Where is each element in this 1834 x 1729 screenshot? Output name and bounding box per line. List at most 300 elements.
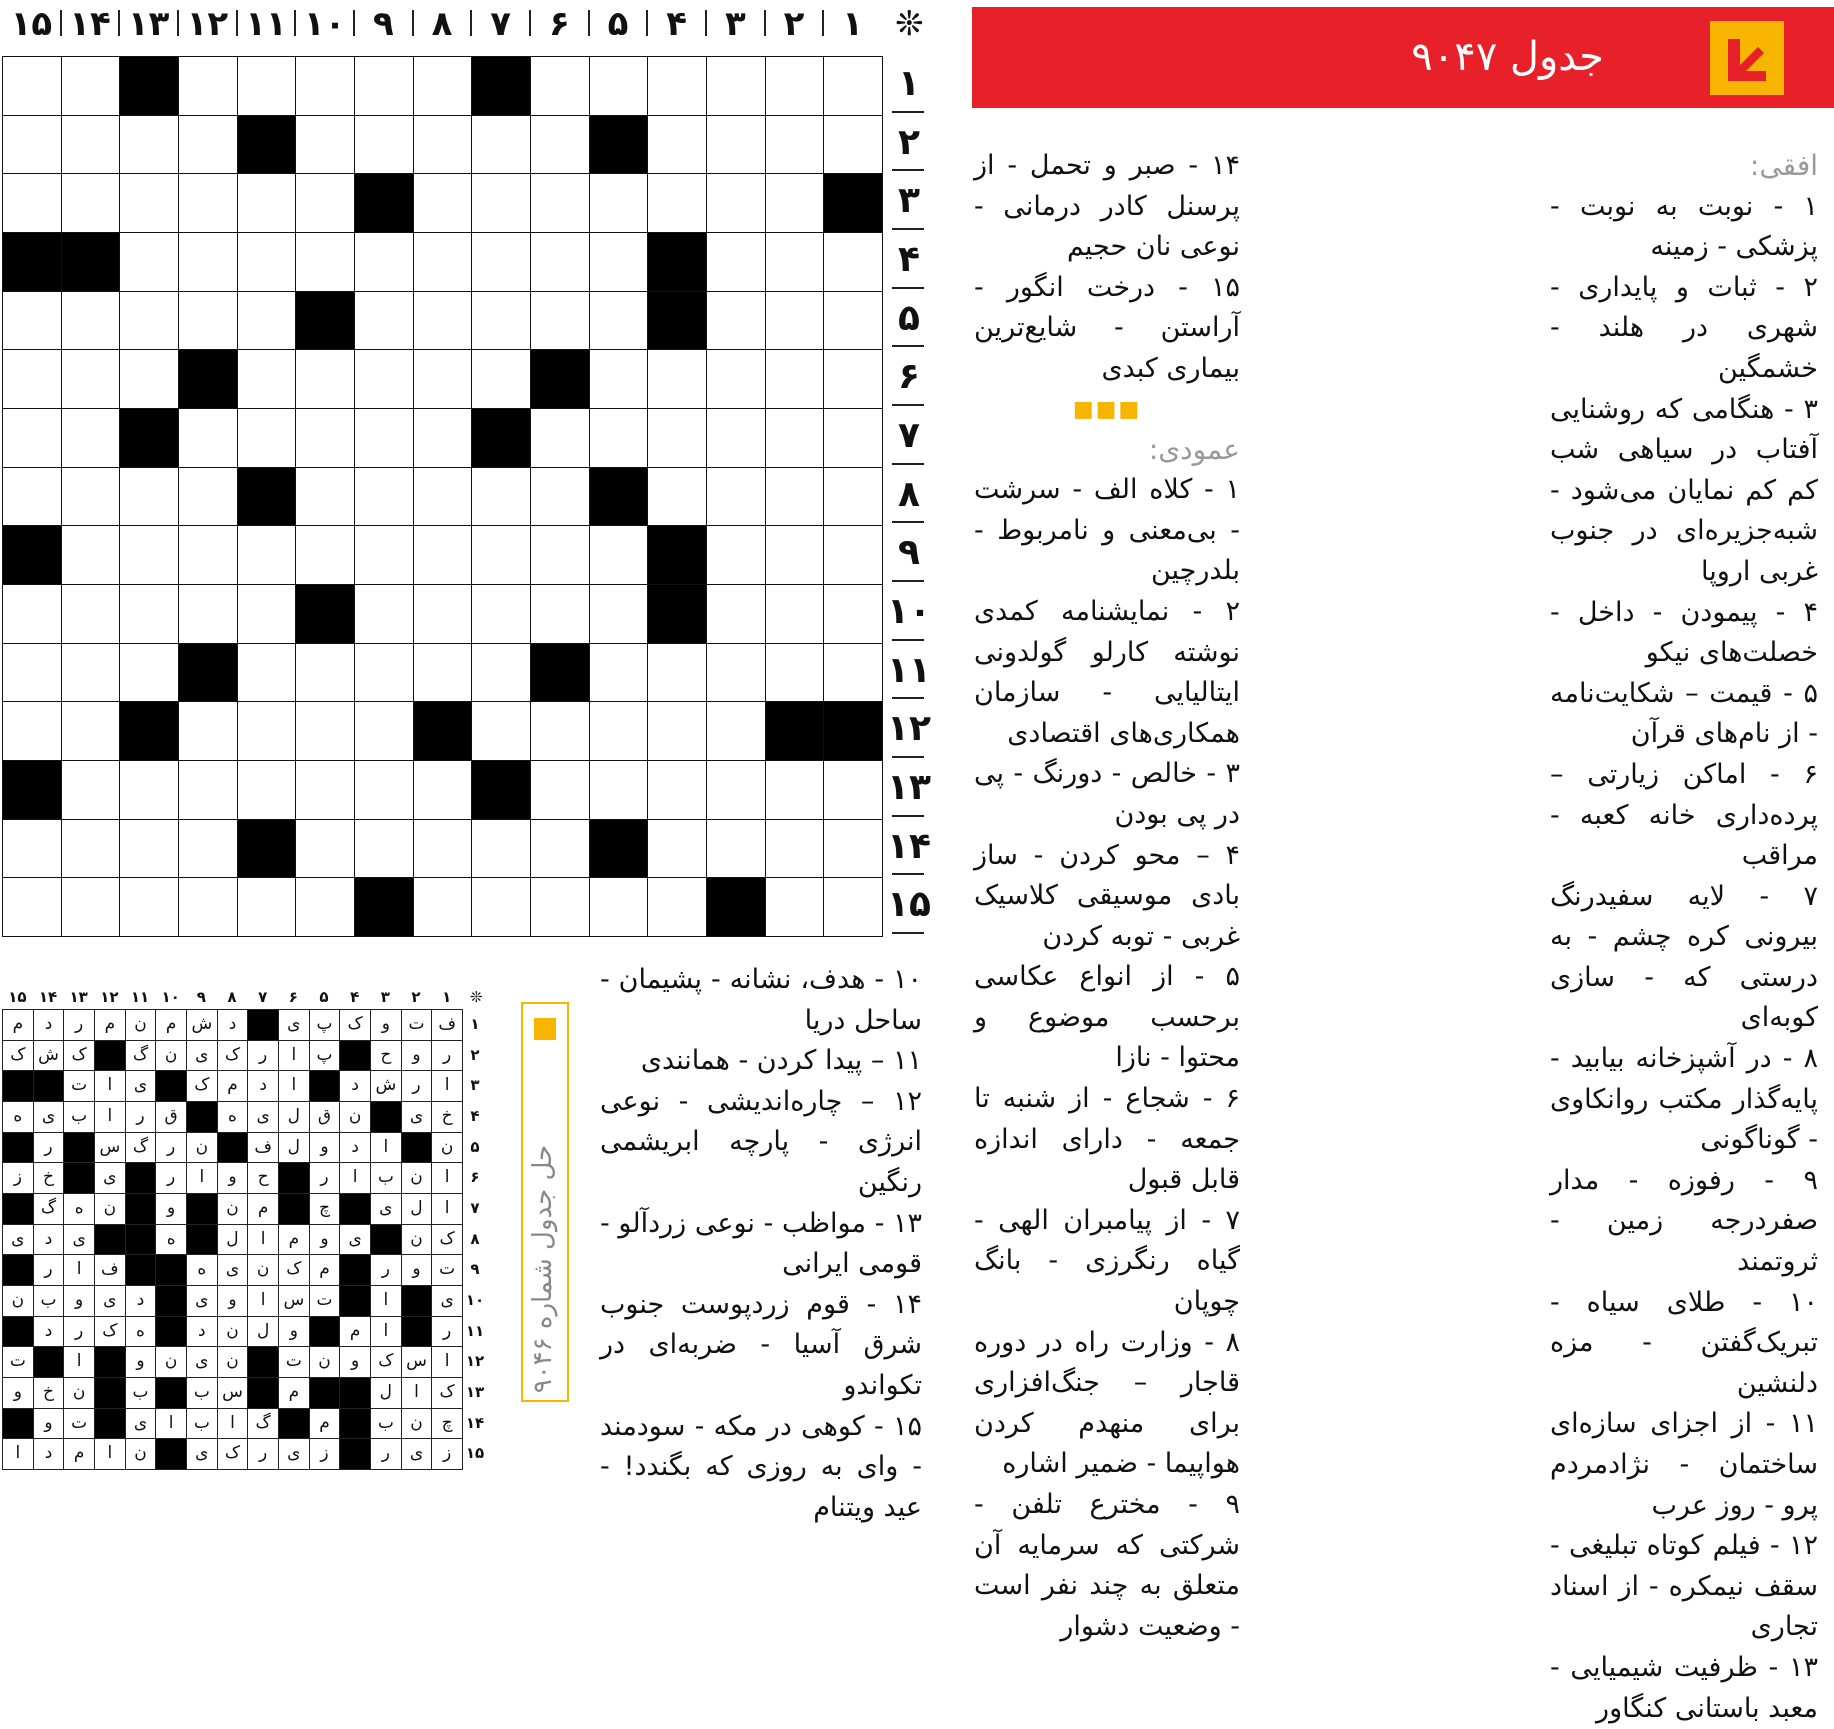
- grid-cell[interactable]: [647, 56, 707, 116]
- grid-cell[interactable]: [706, 349, 766, 409]
- grid-cell[interactable]: [61, 877, 121, 937]
- grid-cell[interactable]: [589, 760, 649, 820]
- grid-cell[interactable]: [119, 173, 179, 233]
- grid-cell[interactable]: [471, 115, 531, 175]
- grid-cell[interactable]: [237, 232, 297, 292]
- grid-cell[interactable]: [2, 467, 62, 527]
- grid-cell[interactable]: [765, 467, 825, 527]
- grid-cell[interactable]: [295, 349, 355, 409]
- grid-cell[interactable]: [295, 525, 355, 585]
- grid-cell[interactable]: [765, 115, 825, 175]
- grid-cell[interactable]: [354, 56, 414, 116]
- grid-cell[interactable]: [765, 232, 825, 292]
- grid-cell[interactable]: [61, 584, 121, 644]
- grid-cell[interactable]: [706, 467, 766, 527]
- grid-cell[interactable]: [119, 819, 179, 879]
- grid-cell[interactable]: [61, 173, 121, 233]
- grid-cell[interactable]: [119, 525, 179, 585]
- grid-cell[interactable]: [413, 408, 473, 468]
- grid-cell[interactable]: [706, 115, 766, 175]
- section-separator: ■■■: [1072, 396, 1142, 422]
- grid-cell[interactable]: [589, 173, 649, 233]
- grid-cell[interactable]: [119, 467, 179, 527]
- solution-black-cell: [247, 1009, 279, 1041]
- grid-cell[interactable]: [765, 408, 825, 468]
- solution-cell: ر: [33, 1132, 65, 1164]
- grid-cell[interactable]: [178, 525, 238, 585]
- black-cell: [589, 819, 649, 879]
- grid-cell[interactable]: [295, 877, 355, 937]
- solution-black-cell: [186, 1193, 218, 1225]
- down-clue: ۶ - شجاع - از شنبه تا جمعه - دارای اندازه قابل قبول: [974, 1083, 1240, 1196]
- grid-cell[interactable]: [295, 232, 355, 292]
- grid-cell[interactable]: [471, 643, 531, 703]
- grid-cell[interactable]: [119, 232, 179, 292]
- solution-row-number: ۱۰: [465, 1291, 485, 1309]
- grid-cell[interactable]: [2, 819, 62, 879]
- grid-cell[interactable]: [61, 760, 121, 820]
- grid-cell[interactable]: [119, 877, 179, 937]
- grid-cell[interactable]: [471, 291, 531, 351]
- grid-cell[interactable]: [589, 877, 649, 937]
- grid-cell[interactable]: [765, 643, 825, 703]
- grid-cell[interactable]: [823, 349, 883, 409]
- solution-cell: د: [339, 1070, 371, 1102]
- grid-cell[interactable]: [237, 291, 297, 351]
- grid-cell[interactable]: [765, 584, 825, 644]
- solution-black-cell: [309, 1070, 341, 1102]
- grid-cell[interactable]: [589, 56, 649, 116]
- grid-cell[interactable]: [530, 877, 590, 937]
- grid-cell[interactable]: [765, 525, 825, 585]
- grid-cell[interactable]: [119, 760, 179, 820]
- grid-cell[interactable]: [823, 877, 883, 937]
- grid-cell[interactable]: [178, 760, 238, 820]
- grid-cell[interactable]: [354, 643, 414, 703]
- grid-cell[interactable]: [471, 232, 531, 292]
- grid-cell[interactable]: [61, 349, 121, 409]
- grid-cell[interactable]: [178, 291, 238, 351]
- grid-cell[interactable]: [354, 525, 414, 585]
- solution-cell: ز: [309, 1438, 341, 1470]
- grid-cell[interactable]: [530, 408, 590, 468]
- grid-cell[interactable]: [471, 173, 531, 233]
- solution-cell: د: [33, 1316, 65, 1348]
- solution-cell: ش: [33, 1040, 65, 1072]
- solution-black-cell: [278, 1162, 310, 1194]
- grid-cell[interactable]: [178, 173, 238, 233]
- grid-cell[interactable]: [530, 819, 590, 879]
- grid-cell[interactable]: [471, 819, 531, 879]
- solution-cell: ی: [186, 1285, 218, 1317]
- grid-cell[interactable]: [61, 291, 121, 351]
- solution-cell: و: [63, 1285, 95, 1317]
- grid-cell[interactable]: [2, 701, 62, 761]
- solution-row-number: ۳: [470, 1076, 480, 1095]
- grid-cell[interactable]: [706, 56, 766, 116]
- grid-cell[interactable]: [823, 291, 883, 351]
- grid-cell[interactable]: [706, 408, 766, 468]
- grid-cell[interactable]: [706, 525, 766, 585]
- grid-cell[interactable]: [237, 56, 297, 116]
- solution-cell: ن: [186, 1132, 218, 1164]
- grid-cell[interactable]: [765, 56, 825, 116]
- grid-cell[interactable]: [295, 819, 355, 879]
- grid-cell[interactable]: [178, 701, 238, 761]
- grid-cell[interactable]: [354, 408, 414, 468]
- grid-cell[interactable]: [765, 173, 825, 233]
- grid-cell[interactable]: [119, 291, 179, 351]
- grid-cell[interactable]: [2, 349, 62, 409]
- grid-cell[interactable]: [530, 467, 590, 527]
- grid-cell[interactable]: [413, 760, 473, 820]
- solution-cell: ی: [94, 1162, 126, 1194]
- grid-cell[interactable]: [471, 877, 531, 937]
- grid-cell[interactable]: [119, 643, 179, 703]
- grid-cell[interactable]: [647, 819, 707, 879]
- grid-cell[interactable]: [413, 643, 473, 703]
- grid-cell[interactable]: [119, 349, 179, 409]
- row-number: ۱۰: [887, 591, 931, 632]
- black-cell: [178, 349, 238, 409]
- column-number: ۱۱: [245, 4, 287, 44]
- solution-cell: و: [370, 1009, 402, 1041]
- solution-cell: گ: [125, 1132, 157, 1164]
- solution-cell: ه: [186, 1254, 218, 1286]
- solution-row-number: ۸: [470, 1229, 480, 1248]
- grid-cell[interactable]: [237, 701, 297, 761]
- grid-cell[interactable]: [237, 643, 297, 703]
- across-clue: ۱۵ - درخت انگور - آراستن - شایع‌ترین بیماری کبدی: [974, 271, 1240, 384]
- grid-cell[interactable]: [237, 349, 297, 409]
- grid-cell[interactable]: [61, 819, 121, 879]
- solution-cell: ک: [370, 1346, 402, 1378]
- grid-cell[interactable]: [354, 584, 414, 644]
- grid-cell[interactable]: [2, 56, 62, 116]
- solution-black-cell: [309, 1377, 341, 1409]
- grid-cell[interactable]: [823, 643, 883, 703]
- grid-cell[interactable]: [765, 819, 825, 879]
- grid-cell[interactable]: [530, 115, 590, 175]
- black-cell: [119, 408, 179, 468]
- crossword-grid[interactable]: [2, 56, 882, 936]
- solution-column-number: ۱۰: [161, 988, 180, 1006]
- grid-cell[interactable]: [589, 701, 649, 761]
- black-cell: [647, 291, 707, 351]
- grid-cell[interactable]: [589, 643, 649, 703]
- solution-cell: و: [309, 1224, 341, 1256]
- solution-cell: ا: [278, 1040, 310, 1072]
- solution-cell: ن: [401, 1224, 433, 1256]
- row-separator: [892, 404, 924, 406]
- grid-cell[interactable]: [237, 173, 297, 233]
- grid-cell[interactable]: [706, 819, 766, 879]
- grid-cell[interactable]: [2, 643, 62, 703]
- grid-cell[interactable]: [706, 584, 766, 644]
- grid-cell[interactable]: [354, 701, 414, 761]
- grid-cell[interactable]: [237, 525, 297, 585]
- solution-cell: ا: [217, 1408, 249, 1440]
- grid-cell[interactable]: [295, 643, 355, 703]
- grid-cell[interactable]: [178, 467, 238, 527]
- grid-cell[interactable]: [413, 291, 473, 351]
- grid-cell[interactable]: [530, 56, 590, 116]
- grid-cell[interactable]: [119, 584, 179, 644]
- grid-cell[interactable]: [413, 467, 473, 527]
- grid-cell[interactable]: [589, 291, 649, 351]
- solution-cell: ا: [339, 1162, 371, 1194]
- grid-cell[interactable]: [471, 467, 531, 527]
- solution-cell: ر: [155, 1132, 187, 1164]
- grid-cell[interactable]: [589, 584, 649, 644]
- grid-cell[interactable]: [295, 115, 355, 175]
- grid-cell[interactable]: [823, 467, 883, 527]
- grid-cell[interactable]: [178, 232, 238, 292]
- solution-cell: ه: [217, 1101, 249, 1133]
- column-number: ۱: [842, 4, 864, 44]
- grid-cell[interactable]: [178, 819, 238, 879]
- grid-cell[interactable]: [765, 349, 825, 409]
- solution-black-cell: [155, 1438, 187, 1470]
- grid-cell[interactable]: [706, 232, 766, 292]
- row-separator: [892, 169, 924, 171]
- grid-cell[interactable]: [295, 56, 355, 116]
- solution-cell: ن: [339, 1101, 371, 1133]
- grid-cell[interactable]: [765, 877, 825, 937]
- grid-cell[interactable]: [589, 349, 649, 409]
- column-number: ۸: [431, 4, 453, 44]
- grid-cell[interactable]: [530, 760, 590, 820]
- solution-column-number: ۶: [288, 988, 298, 1006]
- grid-cell[interactable]: [589, 525, 649, 585]
- grid-cell[interactable]: [295, 701, 355, 761]
- grid-cell[interactable]: [823, 819, 883, 879]
- solution-cell: ا: [431, 1070, 463, 1102]
- grid-cell[interactable]: [178, 877, 238, 937]
- grid-cell[interactable]: [237, 760, 297, 820]
- grid-cell[interactable]: [295, 173, 355, 233]
- grid-cell[interactable]: [530, 291, 590, 351]
- grid-cell[interactable]: [61, 467, 121, 527]
- solution-black-cell: [2, 1316, 34, 1348]
- grid-cell[interactable]: [765, 291, 825, 351]
- grid-cell[interactable]: [178, 56, 238, 116]
- grid-cell[interactable]: [647, 877, 707, 937]
- grid-cell[interactable]: [61, 643, 121, 703]
- grid-cell[interactable]: [295, 408, 355, 468]
- grid-cell[interactable]: [530, 701, 590, 761]
- row-separator: [892, 639, 924, 641]
- grid-cell[interactable]: [2, 408, 62, 468]
- grid-cell[interactable]: [354, 291, 414, 351]
- grid-cell[interactable]: [2, 291, 62, 351]
- down-clue: ۲ - نمایشنامه کمدی نوشته کارلو گولدونی ایتالیایی - سازمان همکاری‌های اقتصادی: [974, 595, 1240, 749]
- grid-cell[interactable]: [61, 525, 121, 585]
- solution-cell: ی: [247, 1101, 279, 1133]
- grid-cell[interactable]: [589, 232, 649, 292]
- grid-cell[interactable]: [2, 115, 62, 175]
- grid-cell[interactable]: [237, 408, 297, 468]
- grid-cell[interactable]: [765, 760, 825, 820]
- solution-cell: ب: [186, 1408, 218, 1440]
- grid-cell[interactable]: [413, 56, 473, 116]
- solution-row-number: ۲: [470, 1045, 480, 1064]
- grid-cell[interactable]: [589, 408, 649, 468]
- grid-cell[interactable]: [2, 877, 62, 937]
- grid-cell[interactable]: [61, 115, 121, 175]
- grid-cell[interactable]: [647, 408, 707, 468]
- grid-cell[interactable]: [471, 349, 531, 409]
- solution-row-number: ۱۲: [465, 1352, 485, 1371]
- grid-cell[interactable]: [647, 115, 707, 175]
- grid-cell[interactable]: [471, 701, 531, 761]
- grid-cell[interactable]: [823, 760, 883, 820]
- solution-cell: ا: [431, 1193, 463, 1225]
- puzzle-header: [972, 7, 1834, 108]
- grid-cell[interactable]: [2, 173, 62, 233]
- row-separator: [892, 697, 924, 699]
- grid-cell[interactable]: [354, 232, 414, 292]
- black-cell: [237, 819, 297, 879]
- grid-cell[interactable]: [706, 291, 766, 351]
- grid-cell[interactable]: [354, 349, 414, 409]
- solution-black-cell: [125, 1193, 157, 1225]
- grid-cell[interactable]: [530, 232, 590, 292]
- grid-cell[interactable]: [647, 467, 707, 527]
- grid-cell[interactable]: [178, 408, 238, 468]
- grid-cell[interactable]: [530, 525, 590, 585]
- grid-cell[interactable]: [413, 584, 473, 644]
- grid-cell[interactable]: [354, 760, 414, 820]
- solution-black-cell: [94, 1377, 126, 1409]
- grid-cell[interactable]: [706, 760, 766, 820]
- solution-cell: د: [33, 1009, 65, 1041]
- black-cell: [295, 584, 355, 644]
- grid-cell[interactable]: [413, 877, 473, 937]
- black-cell: [589, 467, 649, 527]
- solution-cell: د: [33, 1438, 65, 1470]
- grid-cell[interactable]: [647, 760, 707, 820]
- grid-cell[interactable]: [706, 643, 766, 703]
- grid-cell[interactable]: [647, 701, 707, 761]
- grid-cell[interactable]: [61, 701, 121, 761]
- solution-cell: س: [94, 1132, 126, 1164]
- solution-cell: ی: [278, 1438, 310, 1470]
- solution-black-cell: [278, 1193, 310, 1225]
- grid-cell[interactable]: [413, 115, 473, 175]
- down-clue: ۸ - وزارت راه در دوره قاجار – جنگ‌افزاری برای منهدم کردن هواپیما - ضمیر اشاره: [974, 1326, 1240, 1480]
- grid-cell[interactable]: [237, 584, 297, 644]
- grid-cell[interactable]: [706, 173, 766, 233]
- grid-cell[interactable]: [706, 701, 766, 761]
- grid-cell[interactable]: [61, 56, 121, 116]
- solution-black-cell: [125, 1254, 157, 1286]
- solution-column-number: ۷: [258, 988, 268, 1006]
- black-cell: [237, 115, 297, 175]
- grid-cell[interactable]: [413, 525, 473, 585]
- grid-cell[interactable]: [295, 467, 355, 527]
- down-clue: ۱۱ – پیدا کردن - همانندی: [640, 1045, 922, 1077]
- solution-cell: و: [401, 1040, 433, 1072]
- solution-cell: ک: [431, 1377, 463, 1409]
- solution-cell: ر: [125, 1101, 157, 1133]
- grid-cell[interactable]: [823, 232, 883, 292]
- solution-cell: ر: [33, 1254, 65, 1286]
- grid-cell[interactable]: [647, 173, 707, 233]
- row-number: ۱۱: [887, 649, 931, 691]
- row-separator: [892, 287, 924, 289]
- solution-cell: پ: [309, 1009, 341, 1041]
- solution-cell: ا: [94, 1070, 126, 1102]
- grid-cell[interactable]: [647, 349, 707, 409]
- solution-cell: م: [155, 1009, 187, 1041]
- solution-black-cell: [339, 1438, 371, 1470]
- grid-cell[interactable]: [823, 408, 883, 468]
- grid-cell[interactable]: [354, 819, 414, 879]
- grid-cell[interactable]: [237, 877, 297, 937]
- grid-cell[interactable]: [471, 584, 531, 644]
- solution-row-number: ۱: [470, 1015, 480, 1033]
- grid-cell[interactable]: [178, 115, 238, 175]
- solution-cell: ب: [125, 1377, 157, 1409]
- solution-cell: ک: [186, 1070, 218, 1102]
- solution-cell: ا: [370, 1316, 402, 1348]
- grid-cell[interactable]: [354, 115, 414, 175]
- grid-cell[interactable]: [178, 584, 238, 644]
- grid-cell[interactable]: [413, 349, 473, 409]
- grid-cell[interactable]: [61, 408, 121, 468]
- grid-cell[interactable]: [354, 467, 414, 527]
- across-clue: ۲ - ثبات و پایداری - شهری در هلند - خشمگین: [1550, 271, 1818, 384]
- solution-cell: د: [247, 1070, 279, 1102]
- solution-cell: ف: [94, 1254, 126, 1286]
- solution-cell: ک: [278, 1254, 310, 1286]
- grid-cell[interactable]: [647, 643, 707, 703]
- grid-cell[interactable]: [823, 584, 883, 644]
- row-separator: [892, 111, 924, 113]
- grid-cell[interactable]: [2, 584, 62, 644]
- solution-cell: م: [94, 1009, 126, 1041]
- solution-cell: ا: [94, 1101, 126, 1133]
- grid-cell[interactable]: [471, 525, 531, 585]
- grid-cell[interactable]: [530, 173, 590, 233]
- grid-cell[interactable]: [530, 584, 590, 644]
- solution-cell: ل: [370, 1377, 402, 1409]
- grid-cell[interactable]: [413, 819, 473, 879]
- grid-cell[interactable]: [823, 115, 883, 175]
- solution-cell: ک: [63, 1040, 95, 1072]
- solution-cell: ی: [125, 1408, 157, 1440]
- grid-cell[interactable]: [119, 115, 179, 175]
- solution-cell: گ: [247, 1408, 279, 1440]
- solution-column-number: ۵: [319, 988, 329, 1006]
- solution-cell: ف: [431, 1009, 463, 1041]
- solution-cell: چ: [309, 1193, 341, 1225]
- solution-cell: ی: [186, 1346, 218, 1378]
- solution-cell: د: [125, 1285, 157, 1317]
- solution-cell: م: [247, 1193, 279, 1225]
- grid-cell[interactable]: [295, 760, 355, 820]
- solution-cell: ا: [63, 1254, 95, 1286]
- grid-cell[interactable]: [823, 525, 883, 585]
- grid-cell[interactable]: [413, 173, 473, 233]
- black-cell: [119, 56, 179, 116]
- grid-cell[interactable]: [823, 56, 883, 116]
- solution-cell: س: [401, 1346, 433, 1378]
- solution-column-number: ۱۴: [38, 988, 58, 1006]
- grid-cell[interactable]: [413, 232, 473, 292]
- solution-cell: ی: [186, 1438, 218, 1470]
